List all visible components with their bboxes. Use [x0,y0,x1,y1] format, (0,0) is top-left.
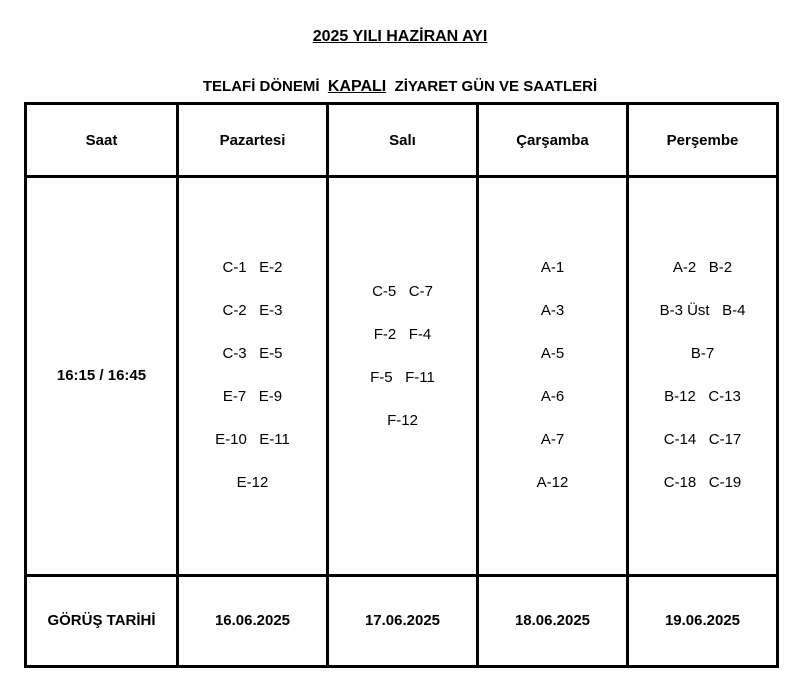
column-header-persembe: Perşembe [628,104,778,177]
list-item: A-1 [540,259,565,277]
persembe-groups-cell [628,177,778,575]
list-item: B-3 Üst B-4 [659,302,746,320]
carsamba-group-list [479,257,626,494]
list-item: B-7 [690,345,715,363]
pazartesi-group-list [179,257,326,494]
subtitle-prefix: TELAFİ DÖNEMİ [202,78,328,95]
sali-group-list [329,281,476,432]
column-header-sali: Salı [328,104,478,177]
table-footer-row [26,575,778,667]
carsamba-groups-cell [478,177,628,575]
list-item: F-12 [387,412,418,430]
list-item: C-5 C-7 [372,283,433,301]
list-item: A-12 [536,474,569,492]
column-header-pazartesi: Pazartesi [178,104,328,177]
date-pazartesi: 16.06.2025 [178,575,328,667]
subtitle-suffix: ZİYARET GÜN VE SAATLERİ [386,78,598,95]
column-header-carsamba: Çarşamba [478,104,628,177]
list-item: F-2 F-4 [373,326,432,344]
list-item: C-18 C-19 [663,474,742,492]
list-item: A-5 [540,345,565,363]
page-subtitle [0,78,800,96]
list-item: B-12 C-13 [664,388,741,406]
sali-groups-cell [328,177,478,575]
table-header-row [26,104,778,177]
list-item: A-3 [540,302,565,320]
date-persembe: 19.06.2025 [628,575,778,667]
list-item: C-14 C-17 [663,431,742,449]
list-item: E-7 E-9 [222,388,283,406]
list-item: A-7 [540,431,565,449]
page-title: 2025 YILI HAZİRAN AYI [312,28,488,45]
list-item: C-2 E-3 [222,302,283,320]
table-row [26,177,778,575]
list-item: C-3 E-5 [222,345,283,363]
column-header-saat: Saat [26,104,178,177]
pazartesi-groups-cell [178,177,328,575]
visit-schedule-table [24,102,779,668]
list-item: E-10 E-11 [215,431,290,449]
time-cell: 16:15 / 16:45 [26,177,178,575]
list-item: C-1 E-2 [222,259,283,277]
list-item: E-12 [236,474,269,492]
subtitle-emphasis: KAPALI [327,78,387,95]
list-item: F-5 F-11 [370,369,435,387]
persembe-group-list [629,257,776,494]
list-item: A-2 B-2 [672,259,733,277]
list-item: A-6 [540,388,565,406]
visit-date-label: GÖRÜŞ TARİHİ [26,575,178,667]
date-carsamba: 18.06.2025 [478,575,628,667]
date-sali: 17.06.2025 [328,575,478,667]
